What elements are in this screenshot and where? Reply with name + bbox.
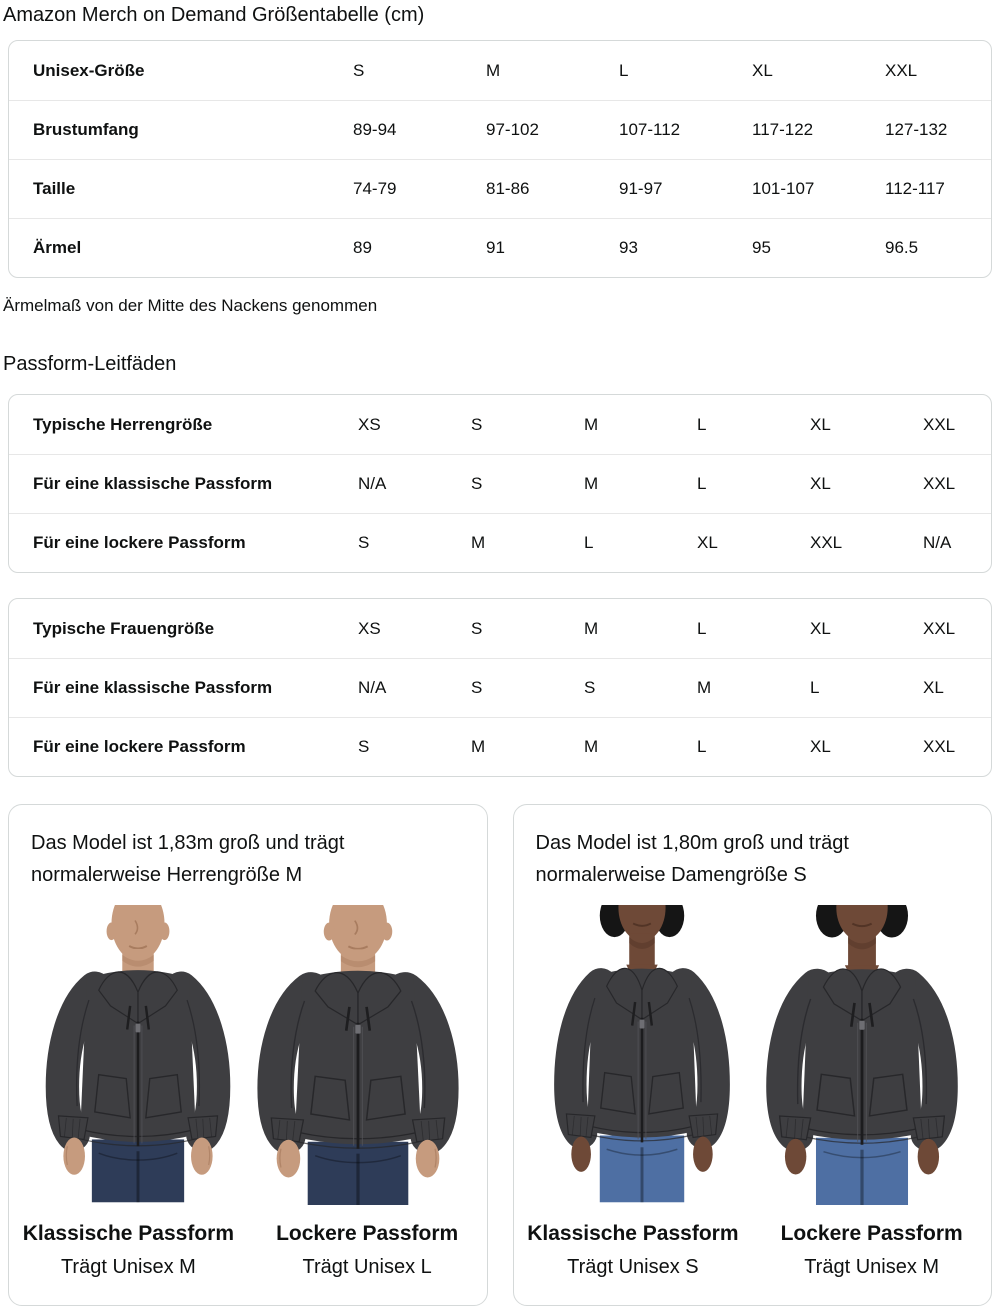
- model-description: Das Model ist 1,83m groß und trägt normalerweise Herrengröße M: [31, 832, 345, 886]
- size-cell: XL: [923, 678, 944, 697]
- model-description: Das Model ist 1,80m groß und trägt normalerweise Damengröße S: [535, 832, 849, 886]
- table-row: [9, 159, 991, 218]
- size-cell: 127-132: [885, 120, 948, 139]
- model-photo-female-classic: [534, 905, 750, 1205]
- sleeve-note: Ärmelmaß von der Mitte des Nackens genommen: [3, 296, 378, 315]
- size-cell: XS: [358, 618, 381, 638]
- size-label: Trägt Unisex L: [302, 1256, 432, 1278]
- row-label: Typische Herrengröße: [33, 414, 213, 434]
- size-cell: XXL: [923, 414, 956, 434]
- table-row: [9, 599, 991, 658]
- size-cell: M: [471, 533, 486, 552]
- fit-label: Klassische Passform: [22, 1222, 235, 1245]
- size-cell: XXL: [923, 474, 956, 493]
- size-cell: 74-79: [353, 179, 397, 198]
- size-cell: L: [697, 618, 707, 638]
- size-cell: XXL: [810, 533, 843, 552]
- hoodie-figure-illustration: [754, 905, 970, 1205]
- womens-model-card: [513, 804, 993, 1306]
- size-cell: S: [584, 678, 596, 697]
- size-cell: S: [471, 414, 483, 434]
- photos-row: [9, 905, 487, 1205]
- captions-row: [9, 1221, 487, 1279]
- size-cell: 117-122: [752, 120, 814, 139]
- size-cell: L: [584, 533, 594, 552]
- size-cell: 112-117: [885, 179, 945, 198]
- size-cell: M: [584, 737, 599, 756]
- size-cell: 81-86: [486, 179, 530, 198]
- size-cell: M: [584, 474, 599, 493]
- size-cell: S: [471, 474, 483, 493]
- table-row: [9, 717, 991, 776]
- size-cell: XXL: [923, 618, 956, 638]
- hoodie-figure-illustration: [250, 905, 466, 1205]
- size-cell: M: [584, 618, 599, 638]
- model-photo-female-loose: [754, 905, 970, 1205]
- size-cell: L: [619, 60, 629, 80]
- size-cell: 89-94: [353, 120, 397, 139]
- photo-caption: [248, 1221, 487, 1279]
- table-row: [9, 41, 991, 100]
- photo-caption: [9, 1221, 248, 1279]
- size-cell: XL: [810, 737, 831, 756]
- size-cell: S: [471, 678, 483, 697]
- model-cards-row: [8, 804, 992, 1306]
- hoodie-figure-illustration: [534, 905, 750, 1205]
- size-cell: 107-112: [619, 120, 681, 139]
- table-row: [9, 100, 991, 159]
- size-label: Trägt Unisex M: [60, 1256, 196, 1278]
- size-cell: S: [353, 60, 365, 80]
- photo-caption: [514, 1221, 753, 1279]
- size-label: Trägt Unisex M: [804, 1256, 940, 1278]
- fit-label: Lockere Passform: [276, 1222, 459, 1245]
- fit-guide-mens-table: [8, 394, 992, 573]
- row-label: Für eine lockere Passform: [33, 737, 246, 756]
- fit-guides-heading: Passform-Leitfäden: [3, 353, 177, 375]
- row-label: Taille: [33, 179, 76, 198]
- size-cell: 91-97: [619, 179, 663, 198]
- size-cell: M: [584, 414, 599, 434]
- captions-row: [514, 1221, 992, 1279]
- fit-label: Lockere Passform: [780, 1222, 963, 1245]
- size-cell: 89: [353, 238, 372, 257]
- fit-guide-womens-table: [8, 598, 992, 777]
- page-title: Amazon Merch on Demand Größentabelle (cm): [3, 4, 425, 26]
- photo-caption: [752, 1221, 991, 1279]
- size-cell: 101-107: [752, 179, 815, 198]
- row-label: Für eine klassische Passform: [33, 474, 273, 493]
- size-cell: XXL: [885, 60, 918, 80]
- size-cell: XL: [752, 60, 773, 80]
- size-cell: N/A: [358, 678, 387, 697]
- model-photo-male-classic: [30, 905, 246, 1205]
- size-cell: XS: [358, 414, 381, 434]
- size-label: Trägt Unisex S: [567, 1256, 699, 1278]
- fit-label: Klassische Passform: [527, 1222, 739, 1245]
- size-cell: L: [697, 737, 707, 756]
- size-cell: XL: [810, 618, 831, 638]
- table-row: [9, 395, 991, 454]
- size-cell: 91: [486, 238, 505, 257]
- row-label: Ärmel: [33, 238, 82, 257]
- size-cell: S: [358, 737, 370, 756]
- size-cell: L: [697, 474, 707, 493]
- hoodie-figure-illustration: [30, 905, 246, 1205]
- table-row: [9, 218, 991, 277]
- size-cell: M: [471, 737, 486, 756]
- size-cell: XL: [810, 474, 831, 493]
- size-cell: M: [697, 678, 712, 697]
- model-photo-male-loose: [250, 905, 466, 1205]
- size-cell: N/A: [923, 533, 952, 552]
- size-cell: 96.5: [885, 238, 919, 257]
- size-cell: M: [486, 60, 501, 80]
- size-cell: 95: [752, 238, 771, 257]
- row-label: Für eine klassische Passform: [33, 678, 273, 697]
- table-row: [9, 513, 991, 572]
- size-cell: N/A: [358, 474, 387, 493]
- size-cell: 97-102: [486, 120, 539, 139]
- size-chart-table: [8, 40, 992, 278]
- size-cell: XL: [697, 533, 718, 552]
- row-label: Unisex-Größe: [33, 60, 145, 80]
- row-label: Typische Frauengröße: [33, 618, 215, 638]
- size-cell: S: [358, 533, 370, 552]
- row-label: Für eine lockere Passform: [33, 533, 246, 552]
- size-cell: L: [810, 678, 820, 697]
- size-cell: XL: [810, 414, 831, 434]
- table-row: [9, 658, 991, 717]
- table-row: [9, 454, 991, 513]
- size-cell: L: [697, 414, 707, 434]
- photos-row: [514, 905, 992, 1205]
- row-label: Brustumfang: [33, 120, 139, 139]
- size-cell: XXL: [923, 737, 956, 756]
- mens-model-card: [8, 804, 488, 1306]
- size-cell: 93: [619, 238, 638, 257]
- size-cell: S: [471, 618, 483, 638]
